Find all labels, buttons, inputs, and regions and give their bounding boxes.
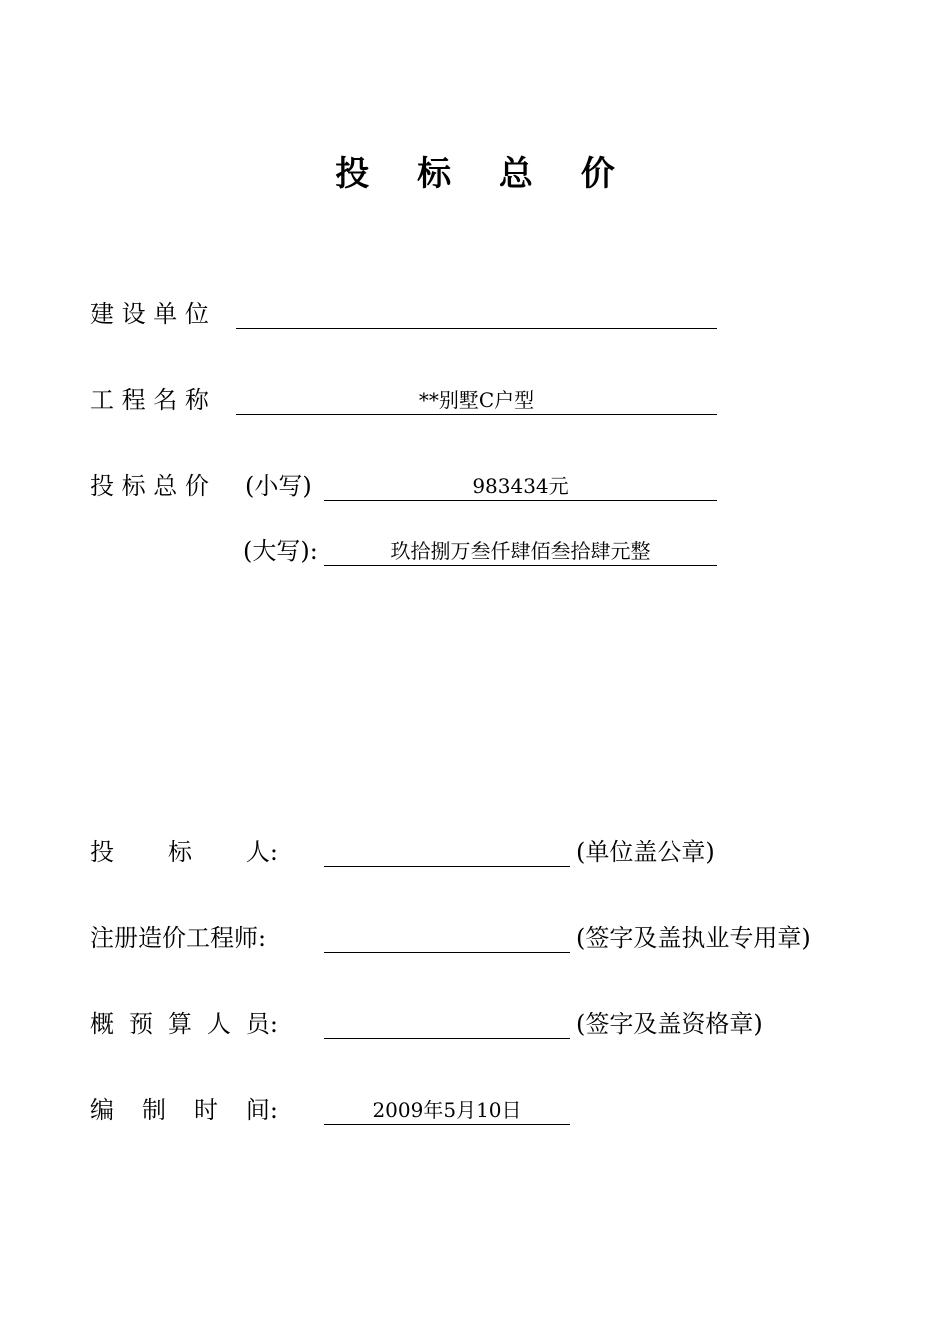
date-field[interactable]: 2009年5月10日 <box>324 1092 570 1125</box>
lower-case-label: (小写) <box>245 472 312 500</box>
estimator-note: (签字及盖资格章) <box>576 1010 763 1038</box>
bidder-label: 投 标 人: <box>90 838 278 866</box>
builder-field[interactable] <box>236 296 717 329</box>
estimator-label: 概 预 算 人 员: <box>90 1010 278 1038</box>
estimator-field[interactable] <box>324 1006 570 1039</box>
upper-case-label: (大写): <box>243 537 318 565</box>
total-price-label: 投 标 总 价 <box>90 472 209 500</box>
builder-label: 建 设 单 位 <box>90 300 209 328</box>
project-name-field[interactable]: **别墅C户型 <box>236 382 717 415</box>
project-label: 工 程 名 称 <box>90 386 209 414</box>
engineer-note: (签字及盖执业专用章) <box>576 924 811 952</box>
total-upper-field[interactable]: 玖拾捌万叁仟肆佰叁拾肆元整 <box>324 533 717 566</box>
document-title: 投 标 总 价 <box>335 154 633 194</box>
engineer-field[interactable] <box>324 920 570 953</box>
bidder-note: (单位盖公章) <box>576 838 715 866</box>
total-lower-field[interactable]: 983434元 <box>324 468 717 501</box>
engineer-label: 注册造价工程师: <box>90 924 267 952</box>
bidder-field[interactable] <box>324 834 570 867</box>
date-label: 编 制 时 间: <box>90 1096 278 1124</box>
